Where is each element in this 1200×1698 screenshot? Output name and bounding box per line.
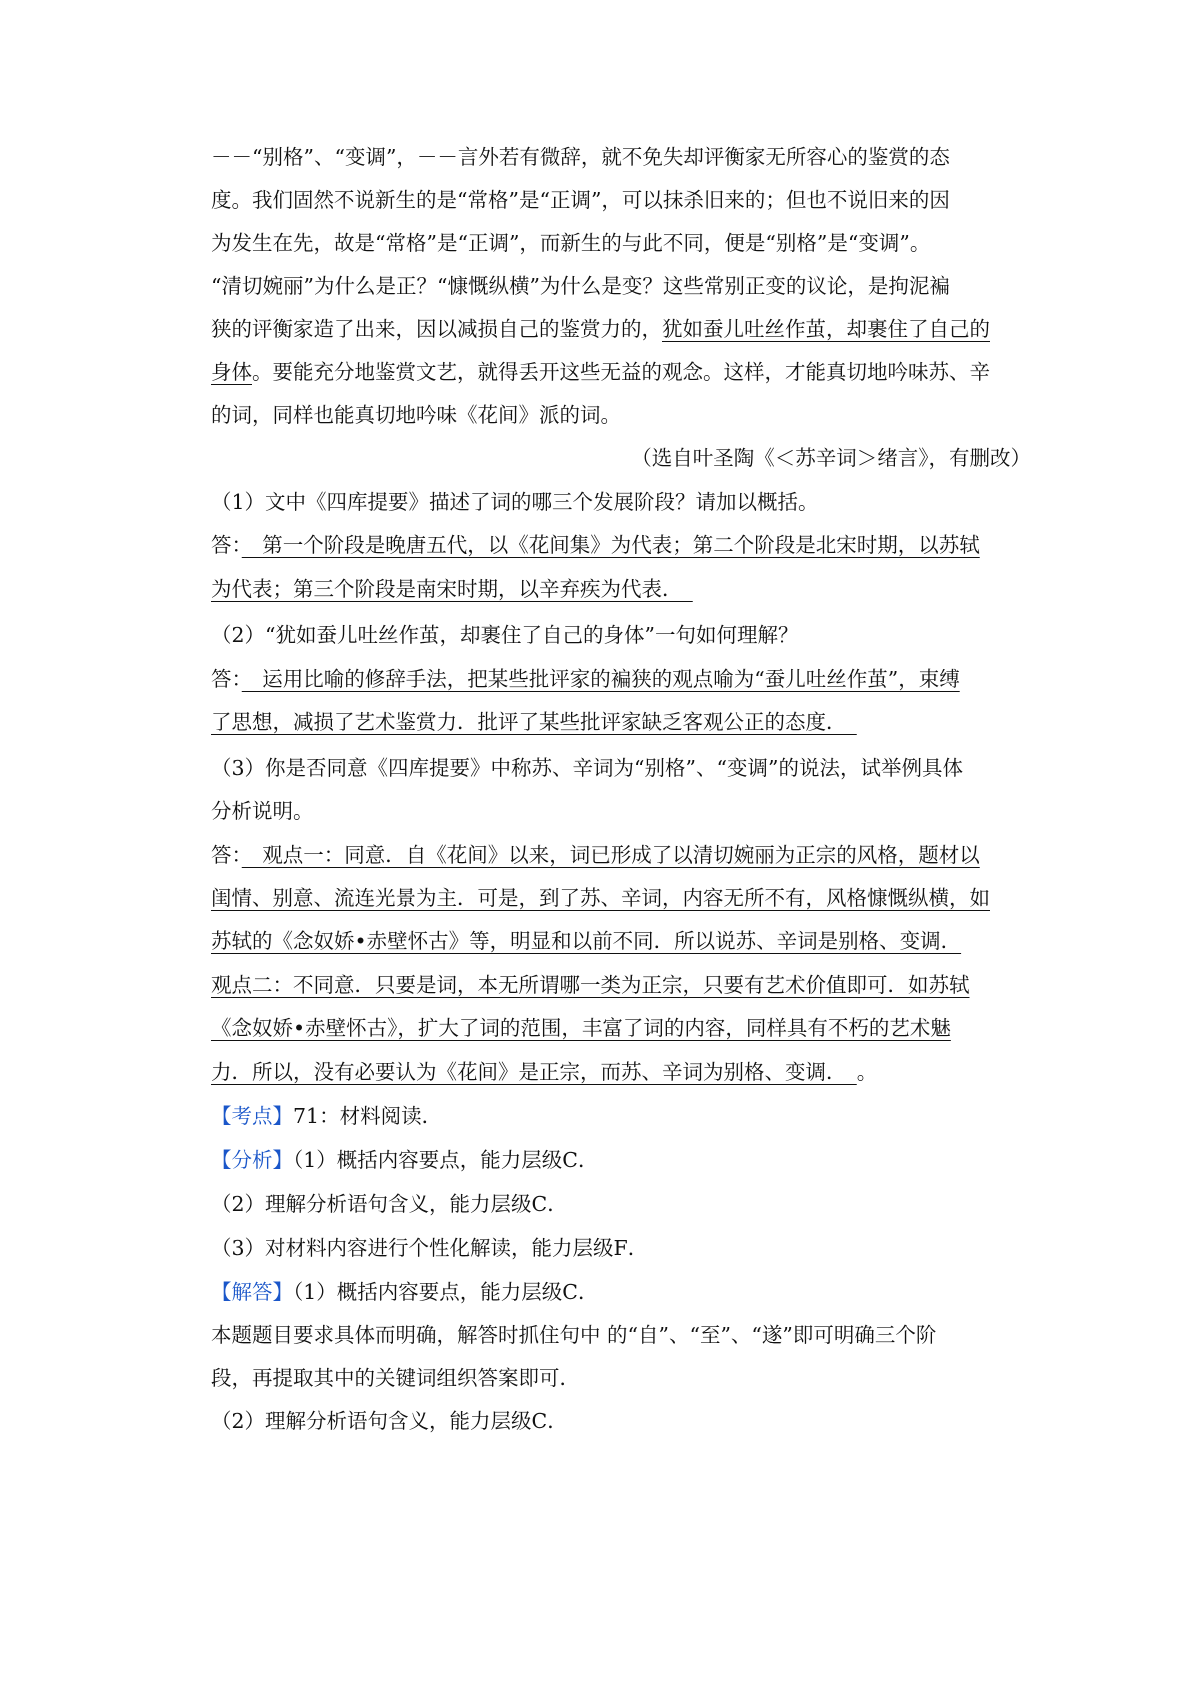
fenxi-line xyxy=(211,1189,1031,1219)
passage-line xyxy=(211,400,1031,430)
fenxi-tag: 【分析】 xyxy=(211,1148,293,1172)
fenxi-text: （1）概括内容要点，能力层级C． xyxy=(293,1148,599,1172)
kaodian-text: 71：材料阅读． xyxy=(293,1104,443,1128)
fenxi-text: （3）对材料内容进行个性化解读，能力层级F． xyxy=(211,1236,649,1260)
answer-2-line xyxy=(211,664,1031,694)
question-1 xyxy=(211,487,1031,517)
answer-text: 运用比喻的修辞手法，把某些批评家的褊狭的观点喻为“蚕儿吐丝作茧”，束缚 xyxy=(241,667,960,691)
question-text: （3）你是否同意《四库提要》中称苏、辛词为“别格”、“变调”的说法，试举例具体 xyxy=(211,756,963,780)
answer-prefix: 答： xyxy=(211,533,242,557)
passage-text: 。要能充分地鉴赏文艺，就得丢开这些无益的观念。这样，才能真切地吟味苏、辛 xyxy=(252,360,990,384)
answer-3-line xyxy=(211,926,1031,956)
jieda-text: 段，再提取其中的关键词组织答案即可． xyxy=(211,1366,580,1390)
answer-text: 为代表；第三个阶段是南宋时期，以辛弃疾为代表． xyxy=(211,577,693,601)
answer-text: 《念奴娇•赤壁怀古》，扩大了词的范围，丰富了词的内容，同样具有不朽的艺术魅 xyxy=(211,1016,951,1040)
fenxi-line xyxy=(211,1233,1031,1263)
answer-text: 了思想，减损了艺术鉴赏力．批评了某些批评家缺乏客观公正的态度． xyxy=(211,710,857,734)
question-text: 分析说明。 xyxy=(211,799,314,823)
question-3 xyxy=(211,753,1031,783)
fenxi-text: （2）理解分析语句含义，能力层级C． xyxy=(211,1192,568,1216)
passage-line xyxy=(211,185,1031,215)
question-text: （1）文中《四库提要》描述了词的哪三个发展阶段？请加以概括。 xyxy=(211,490,819,514)
answer-1-line xyxy=(211,530,1031,560)
underlined-phrase: 身体 xyxy=(211,360,252,384)
fenxi-line xyxy=(211,1145,1031,1175)
jieda-tag: 【解答】 xyxy=(211,1280,293,1304)
passage-line xyxy=(211,142,1031,172)
question-3 xyxy=(211,796,1031,826)
question-text: （2）“犹如蚕儿吐丝作茧，却裹住了自己的身体”一句如何理解？ xyxy=(211,623,799,647)
jieda-line xyxy=(211,1320,1031,1350)
passage-text: 狭的评衡家造了出来，因以减损自己的鉴赏力的， xyxy=(211,317,662,341)
answer-3-line xyxy=(211,883,1031,913)
jieda-text: （1）概括内容要点，能力层级C． xyxy=(293,1280,599,1304)
answer-text: 力．所以，没有必要认为《花间》是正宗，而苏、辛词为别格、变调． xyxy=(211,1060,857,1084)
answer-text: 闺情、别意、流连光景为主．可是，到了苏、辛词，内容无所不有，风格慷慨纵横，如 xyxy=(211,886,990,910)
passage-text: 度。我们固然不说新生的是“常格”是“正调”，可以抹杀旧来的；但也不说旧来的因 xyxy=(211,188,950,212)
answer-3-line xyxy=(211,840,1031,870)
source-citation xyxy=(211,443,1031,473)
underlined-phrase: 犹如蚕儿吐丝作茧，却裹住了自己的 xyxy=(662,317,990,341)
passage-line xyxy=(211,271,1031,301)
answer-text: 苏轼的《念奴娇•赤壁怀古》等，明显和以前不同．所以说苏、辛词是别格、变调． xyxy=(211,929,962,953)
jieda-text: （2）理解分析语句含义，能力层级C． xyxy=(211,1409,568,1433)
answer-prefix: 答： xyxy=(211,843,242,867)
answer-prefix: 答： xyxy=(211,667,242,691)
passage-text: “清切婉丽”为什么是正？“慷慨纵横”为什么是变？这些常别正变的议论，是拘泥褊 xyxy=(211,274,950,298)
answer-text: 观点二：不同意．只要是词，本无所谓哪一类为正宗，只要有艺术价值即可．如苏轼 xyxy=(211,973,970,997)
kaodian-line xyxy=(211,1101,1031,1131)
answer-end-mark: 。 xyxy=(856,1060,878,1084)
jieda-line xyxy=(211,1277,1031,1307)
passage-line xyxy=(211,357,1031,387)
answer-text: 观点一：同意．自《花间》以来，词已形成了以清切婉丽为正宗的风格，题材以 xyxy=(241,843,980,867)
jieda-line xyxy=(211,1363,1031,1393)
source-text: （选自叶圣陶《＜苏辛词＞绪言》，有删改） xyxy=(631,446,1031,470)
answer-3-line xyxy=(211,970,1031,1000)
passage-text: 为发生在先，故是“常格”是“正调”，而新生的与此不同，便是“别格”是“变调”。 xyxy=(211,231,931,255)
jieda-line xyxy=(211,1406,1031,1436)
jieda-text: 本题题目要求具体而明确，解答时抓住句中 的“自”、“至”、“遂”即可明确三个阶 xyxy=(211,1323,937,1347)
question-2 xyxy=(211,620,1031,650)
answer-2-line xyxy=(211,707,1031,737)
answer-1-line xyxy=(211,574,1031,604)
passage-line xyxy=(211,314,1031,344)
answer-3-line xyxy=(211,1057,1031,1087)
passage-text: 的词，同样也能真切地吟味《花间》派的词。 xyxy=(211,403,621,427)
answer-text: 第一个阶段是晚唐五代，以《花间集》为代表；第二个阶段是北宋时期，以苏轼 xyxy=(241,533,980,557)
answer-3-line xyxy=(211,1013,1031,1043)
passage-text: －－“别格”、“变调”，－－言外若有微辞，就不免失却评衡家无所容心的鉴赏的态 xyxy=(211,145,950,169)
passage-line xyxy=(211,228,1031,258)
kaodian-tag: 【考点】 xyxy=(211,1104,293,1128)
